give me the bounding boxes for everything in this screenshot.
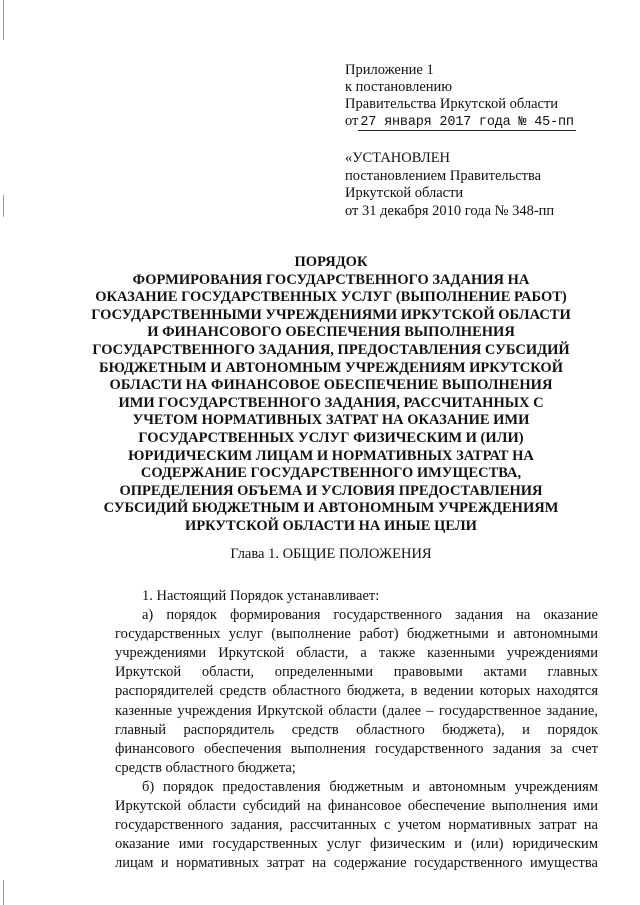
appendix-line: Правительства Иркутской области xyxy=(345,96,559,112)
established-line: от 31 декабря 2010 года № 348-пп xyxy=(345,202,555,219)
title-line: ГОСУДАРСТВЕННЫХ УСЛУГ ФИЗИЧЕСКИМ И (ИЛИ) xyxy=(138,429,524,446)
document-body xyxy=(115,587,598,873)
scan-edge-mark xyxy=(3,195,4,217)
title-line: ГОСУДАРСТВЕННОГО ЗАДАНИЯ, ПРЕДОСТАВЛЕНИЯ СУБСИДИЙ xyxy=(92,341,570,358)
title-line: СОДЕРЖАНИЕ ГОСУДАРСТВЕННОГО ИМУЩЕСТВА, xyxy=(140,465,522,482)
appendix-date-prefix: от xyxy=(345,113,359,129)
item-a-line: государственных услуг (выполнение работ) бюджетными и автономными xyxy=(115,626,598,643)
title-line: БЮДЖЕТНЫМ И АВТОНОМНЫМ УЧРЕЖДЕНИЯМ ИРКУТСКОЙ xyxy=(99,359,563,376)
title-heading: ПОРЯДОК xyxy=(294,254,368,270)
scan-edge-mark xyxy=(3,0,4,40)
item-a-line: Иркутской области, определенными правовыми актами главных xyxy=(115,664,598,681)
title-line: ЮРИДИЧЕСКИМ ЛИЦАМ И НОРМАТИВНЫХ ЗАТРАТ НА xyxy=(128,447,534,464)
item-b-line: государственного задания, рассчитанных с учетом нормативных затрат на xyxy=(115,817,598,834)
item-a-line: а) порядок формирования государственного задания на оказание xyxy=(142,607,598,624)
title-line: ОКАЗАНИЕ ГОСУДАРСТВЕННЫХ УСЛУГ (ВЫПОЛНЕНИЕ РАБОТ) xyxy=(95,289,567,306)
title-line: ГОСУДАРСТВЕННЫМИ УЧРЕЖДЕНИЯМИ ИРКУТСКОЙ ОБЛАСТИ xyxy=(91,306,571,323)
item-b-line: Иркутской области субсидий на финансовое обеспечение выполнения ими xyxy=(115,798,598,815)
appendix-line: Приложение 1 xyxy=(345,62,434,78)
scan-edge-mark xyxy=(3,880,4,905)
title-line: ФОРМИРОВАНИЯ ГОСУДАРСТВЕННОГО ЗАДАНИЯ НА xyxy=(132,271,530,288)
title-line: ОБЛАСТИ НА ФИНАНСОВОЕ ОБЕСПЕЧЕНИЕ ВЫПОЛНЕНИЯ xyxy=(109,377,553,394)
item-b-line: б) порядок предоставления бюджетным и автономным учреждениям xyxy=(142,778,598,795)
appendix-line: к постановлению xyxy=(345,79,453,95)
document-title xyxy=(86,254,576,536)
item-b-line: лицам и нормативных затрат на содержание государственного имущества xyxy=(115,855,598,872)
established-line: постановлением Правительства xyxy=(345,167,542,184)
item-b-line: оказание ими государственных услуг физическим и (или) юридическим xyxy=(115,836,598,853)
item-a-line: казенные учреждения Иркутской области (далее – государственное задание, xyxy=(115,702,598,719)
title-line: УЧЕТОМ НОРМАТИВНЫХ ЗАТРАТ НА ОКАЗАНИЕ ИМИ xyxy=(132,412,530,429)
appendix-date-line xyxy=(345,113,615,131)
appendix-note xyxy=(345,62,615,131)
established-note xyxy=(345,150,615,220)
title-line: ИМИ ГОСУДАРСТВЕННОГО ЗАДАНИЯ, РАССЧИТАННЫХ С xyxy=(118,394,544,411)
title-line: СУБСИДИЙ БЮДЖЕТНЫМ И АВТОНОМНЫМ УЧРЕЖДЕНИЯМ xyxy=(103,500,559,517)
established-line: Иркутской области xyxy=(345,185,464,201)
chapter-heading: Глава 1. ОБЩИЕ ПОЛОЖЕНИЯ xyxy=(230,546,432,562)
item-a-line: учреждениями Иркутской области, а также казенными учреждениями xyxy=(115,645,598,662)
body-intro: 1. Настоящий Порядок устанавливает: xyxy=(142,588,380,604)
title-line: ИРКУТСКОЙ ОБЛАСТИ НА ИНЫЕ ЦЕЛИ xyxy=(185,517,477,534)
item-a-line: финансового обеспечения выполнения государственного задания за счет xyxy=(115,740,598,757)
appendix-typed-date: 27 января 2017 года № 45-пп xyxy=(360,115,574,130)
item-a-line: средств областного бюджета; xyxy=(115,759,296,776)
item-a-line: распорядителей средств областного бюджета, в ведении которых находятся xyxy=(115,683,598,700)
item-a-line: главный распорядитель средств областного бюджета), и порядок xyxy=(115,721,598,738)
established-line: «УСТАНОВЛЕН xyxy=(345,150,451,166)
title-line: И ФИНАНСОВОГО ОБЕСПЕЧЕНИЯ ВЫПОЛНЕНИЯ xyxy=(147,324,515,341)
title-line: ОПРЕДЕЛЕНИЯ ОБЪЕМА И УСЛОВИЯ ПРЕДОСТАВЛЕНИЯ xyxy=(119,482,543,499)
